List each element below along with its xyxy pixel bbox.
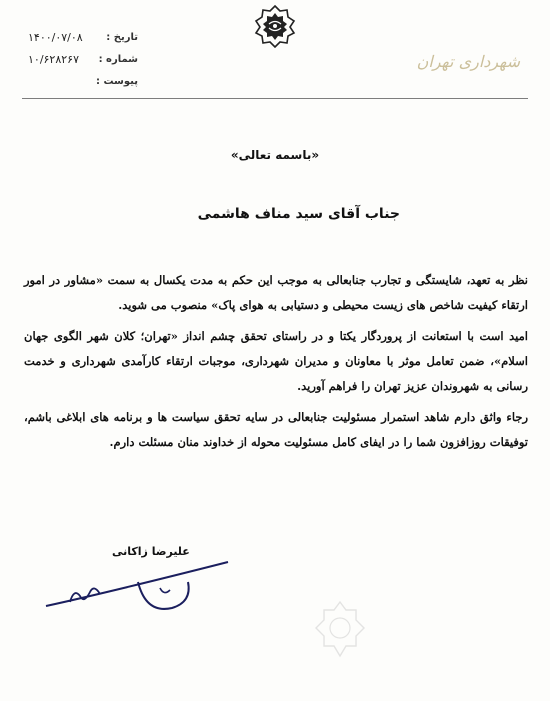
addressee: جناب آقای سید مناف هاشمی (197, 206, 400, 222)
number-row (28, 48, 138, 70)
signer-name: علیرضا زاکانی (112, 545, 190, 558)
date-value: ۱۴۰۰/۰۷/۰۸ (28, 30, 83, 44)
handwritten-signature (40, 548, 240, 618)
letter-body (24, 268, 528, 461)
number-value: ۱۰/۶۲۸۲۶۷ (28, 52, 79, 66)
brand-logotype: شهرداری تهران (416, 52, 520, 71)
tehran-municipality-emblem-icon (252, 4, 298, 48)
paragraph-closing: رجاء واثق دارم شاهد استمرار مسئولیت جنابعالی در سایه تحقق سیاست ها و برنامه های ابلاغی باشم، توفیقات روزافزون شما را در ایفای کامل مسئولیت محوله از خداوند منان مسئلت دارم. (24, 410, 528, 449)
date-row (28, 26, 138, 48)
paragraph-hope: امید است با استعانت از پروردگار یکتا و در راستای تحقق چشم انداز «تهران؛ کلان شهر الگوی جهان اسلام»، ضمن تعامل موثر با معاونان و مدیران شهرداری، موجبات ارتقاء کارآمدی شهرداری و خدمت رسانی به شهروندان عزیز تهران را فراهم آورید. (24, 329, 528, 393)
number-label: شماره : (98, 53, 138, 65)
paragraph-appointment: نظر به تعهد، شایستگی و تجارب جنابعالی به موجب این حکم به مدت یکسال به سمت «مشاور در امور ارتقاء کیفیت شاخص های زیست محیطی و دستیابی به هوای پاک» منصوب می شوید. (24, 273, 528, 312)
embossed-seal-icon (312, 598, 368, 668)
date-label: تاریخ : (106, 31, 138, 43)
letter-meta (28, 26, 138, 92)
attachment-row (28, 70, 138, 92)
header-divider (22, 98, 528, 99)
attachment-label: پیوست : (95, 75, 138, 87)
salutation: «باسمه تعالی» (230, 148, 320, 162)
